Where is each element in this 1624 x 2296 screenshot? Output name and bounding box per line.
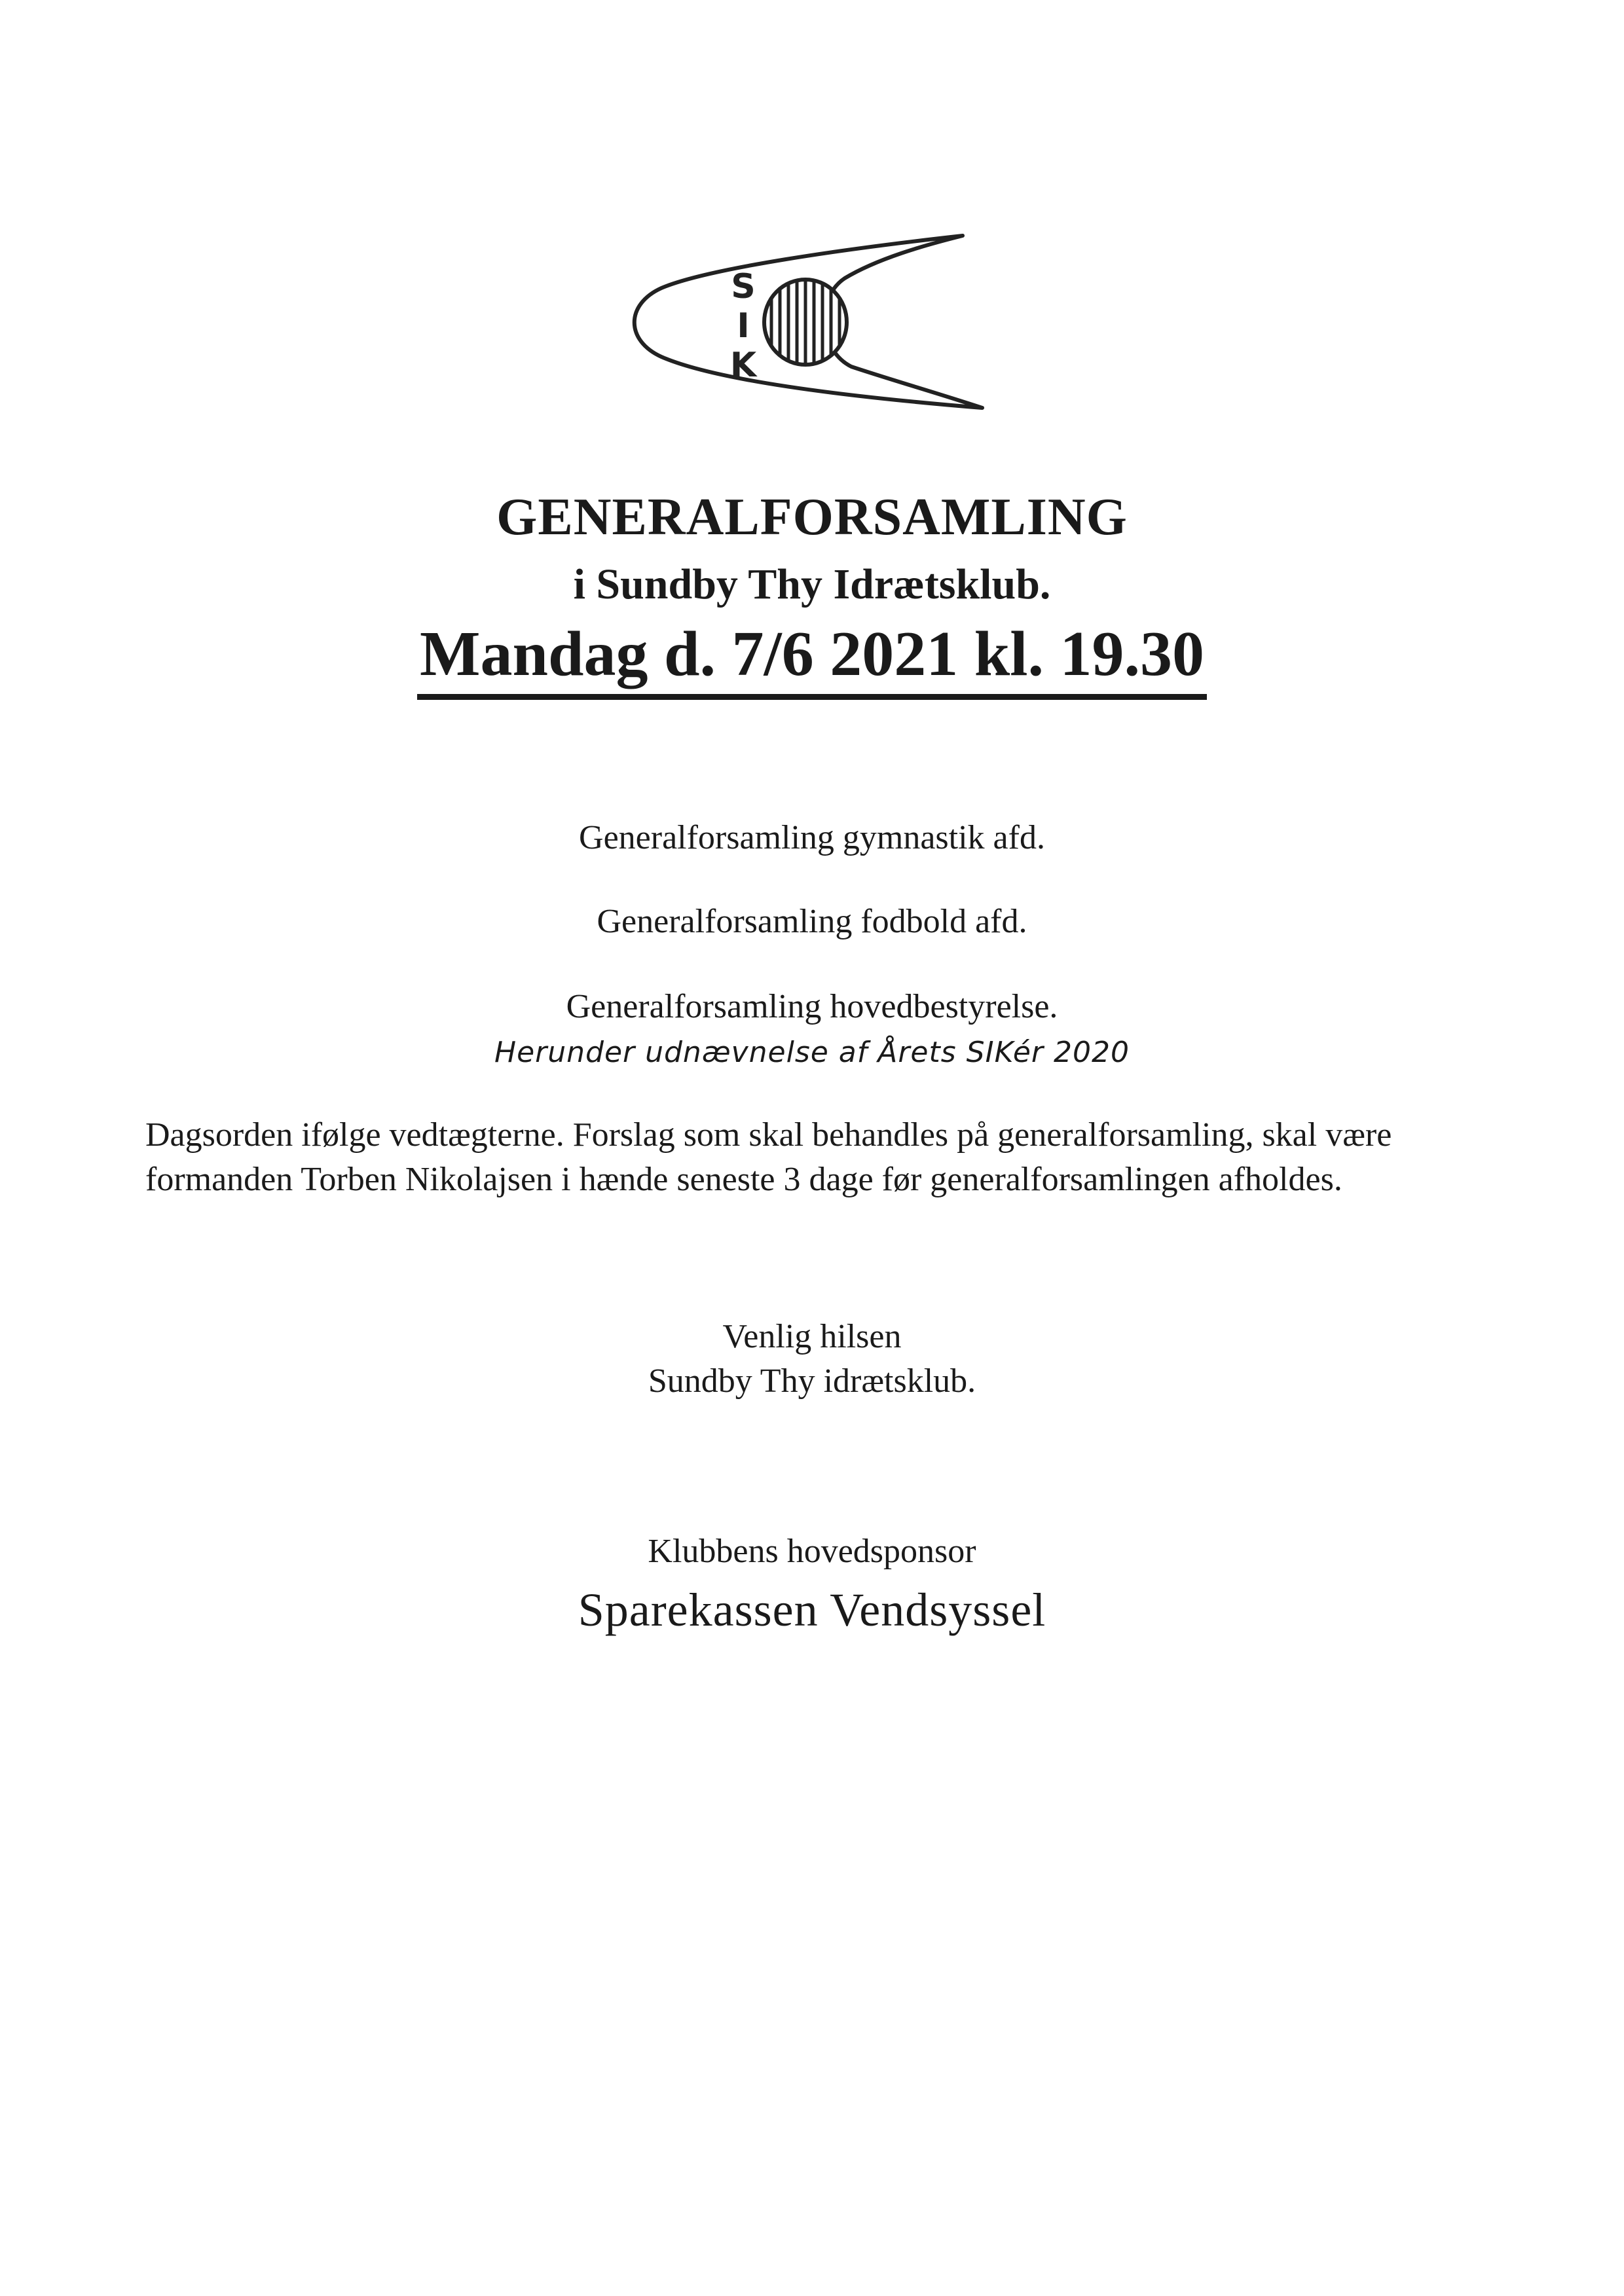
meeting-date: Mandag d. 7/6 2021 kl. 19.30 [417, 615, 1207, 700]
agenda-paragraph: Dagsorden ifølge vedtægterne. Forslag som skal behandles på generalforsamling, skal være formanden Torben Nikolajsen i hænde seneste 3 dage før generalforsamlingen afholdes. [145, 1116, 1392, 1198]
closing-club-name: Sundby Thy idrætsklub. [648, 1362, 976, 1400]
logo-letter-s: S [731, 267, 756, 306]
agenda-item-gymnastics: Generalforsamling gymnastik afd. [579, 819, 1045, 856]
agenda-item-board: Generalforsamling hovedbestyrelse. [566, 988, 1058, 1025]
sponsor-name: Sparekassen Vendsyssel [578, 1584, 1046, 1636]
sponsor-label: Klubbens hovedsponsor [648, 1533, 976, 1570]
page-title: GENERALFORSAMLING [496, 488, 1128, 546]
club-logo [629, 232, 995, 416]
logo-letter-k: K [729, 346, 757, 385]
logo-letter-i: I [737, 306, 750, 346]
meeting-date-row [0, 615, 1624, 700]
agenda-note: Herunder udnævnelse af Årets SIKér 2020 [494, 1036, 1130, 1069]
closing-greeting: Venlig hilsen [722, 1318, 902, 1355]
page-subtitle: i Sundby Thy Idrætsklub. [573, 560, 1051, 608]
agenda-item-football: Generalforsamling fodbold afd. [597, 903, 1027, 940]
club-logo-graphic [629, 232, 995, 416]
